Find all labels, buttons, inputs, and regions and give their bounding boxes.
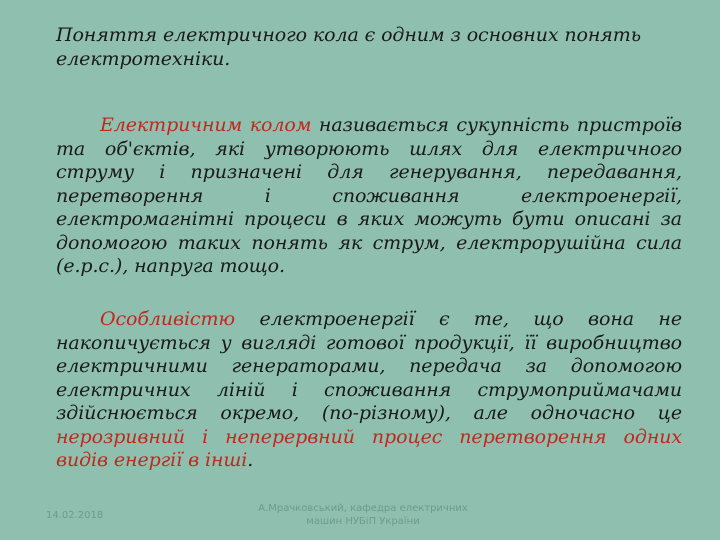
feature-term: Особливістю: [100, 308, 236, 330]
intro-paragraph: [56, 24, 682, 71]
feature-text: електроенергії є те, що вона не накопичується у вигляді готової продукції, її виробництво електричними генераторами, передача за допомогою електричних ліній і споживання струмоприймачами здійснюється окремо, (по-різному), але одночасно це: [56, 308, 682, 424]
feature-tail: .: [247, 449, 254, 471]
definition-text: називається сукупність пристроїв та об'єктів, які утворюють шлях для електричного струму і призначені для генерування, передавання, перетворення і споживання електроенергії, електромагнітні процеси в яких можуть бути описані за допомогою таких понять як струм, електрорушійна сила (е.р.с.), напруга тощо.: [56, 114, 682, 277]
definition-paragraph: [56, 114, 682, 279]
footer-author: А.Мрачковський, кафедра електричних машин НУБіП України: [258, 503, 468, 527]
feature-paragraph: [56, 308, 682, 473]
footer-date: 14.02.2018: [46, 510, 104, 521]
feature-highlight: нерозривний і неперервний процес перетворення одних видів енергії в інші: [56, 425, 682, 471]
definition-term: Електричним колом: [100, 114, 312, 136]
intro-text: Поняття електричного кола є одним з основних понять електротехніки.: [56, 24, 641, 70]
